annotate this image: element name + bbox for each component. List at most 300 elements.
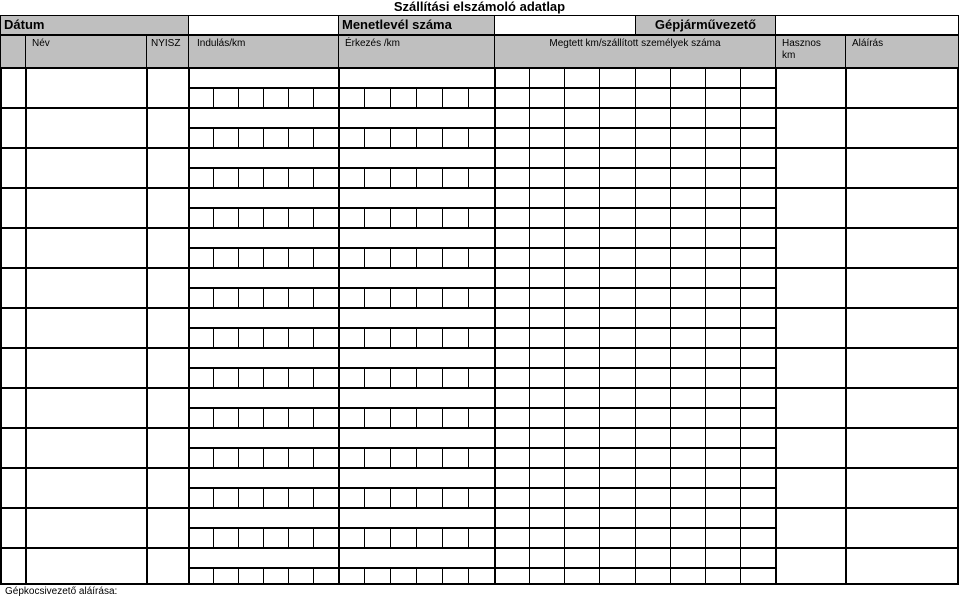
sub-row-line [188,487,777,489]
erkezes-digit-box [390,127,391,147]
indulas-digit-box [313,567,314,583]
megtett-count-box [599,547,600,583]
entry-hasznos-cell[interactable] [777,109,845,147]
indulas-digit-box [313,207,314,227]
megtett-count-box [670,227,671,267]
megtett-count-box [599,187,600,227]
erkezes-digit-box [390,527,391,547]
megtett-count-box [529,227,530,267]
indulas-digit-box [263,327,264,347]
megtett-count-box [740,67,741,107]
entry-indulas-field[interactable] [190,269,338,287]
megtett-count-box [670,147,671,187]
megtett-count-box [564,267,565,307]
indulas-digit-box [263,487,264,507]
megtett-count-box [705,547,706,583]
indulas-digit-box [213,207,214,227]
entry-nyisz-cell[interactable] [148,149,188,187]
entry-nyisz-cell[interactable] [148,309,188,347]
erkezes-digit-box [468,127,469,147]
megtett-count-box [705,267,706,307]
erkezes-digit-box [468,167,469,187]
megtett-count-box [529,267,530,307]
indulas-digit-box [263,87,264,107]
megtett-count-box [599,107,600,147]
indulas-digit-box [313,327,314,347]
indulas-digit-box [263,527,264,547]
erkezes-digit-box [364,207,365,227]
megtett-count-box [564,427,565,467]
entry-erkezes-field[interactable] [340,109,494,127]
indulas-digit-box [288,287,289,307]
megtett-count-box [529,187,530,227]
entry-alairas-cell[interactable] [847,509,957,547]
megtett-count-box [529,547,530,583]
megtett-count-box [635,107,636,147]
megtett-count-box [670,307,671,347]
entry-indulas-field[interactable] [190,69,338,87]
erkezes-digit-box [468,287,469,307]
entry-nyisz-cell[interactable] [148,509,188,547]
entry-nev-cell[interactable] [27,229,146,267]
erkezes-digit-box [416,567,417,583]
entry-erkezes-field[interactable] [340,269,494,287]
megtett-count-box [705,507,706,547]
indulas-digit-box [263,367,264,387]
entry-nyisz-cell[interactable] [148,389,188,427]
megtett-count-box [635,187,636,227]
megtett-count-box [740,467,741,507]
megtett-count-box [599,227,600,267]
entry-alairas-cell[interactable] [847,389,957,427]
entry-erkezes-field[interactable] [340,389,494,407]
indulas-digit-box [313,287,314,307]
indulas-digit-box [238,527,239,547]
entry-nev-cell[interactable] [27,549,146,583]
entry-erkezes-field[interactable] [340,469,494,487]
entry-erkezes-field[interactable] [340,349,494,367]
entry-alairas-cell[interactable] [847,469,957,507]
entry-nev-cell[interactable] [27,149,146,187]
erkezes-digit-box [390,287,391,307]
indulas-digit-box [288,247,289,267]
entry-hasznos-cell[interactable] [777,149,845,187]
indulas-digit-box [213,487,214,507]
megtett-count-box [740,107,741,147]
megtett-count-box [599,267,600,307]
erkezes-digit-box [364,487,365,507]
entry-erkezes-field[interactable] [340,189,494,207]
erkezes-digit-box [442,407,443,427]
erkezes-digit-box [390,247,391,267]
driver-signature-label: Gépkocsivezető aláírása: [5,586,118,597]
grid-bottom-line [0,583,959,585]
erkezes-digit-box [364,447,365,467]
indulas-digit-box [213,87,214,107]
megtett-count-box [740,427,741,467]
erkezes-digit-box [390,87,391,107]
indulas-digit-box [238,367,239,387]
megtett-count-box [740,227,741,267]
megtett-count-box [635,387,636,427]
megtett-count-box [670,187,671,227]
entry-hasznos-cell[interactable] [777,429,845,467]
megtett-count-box [564,467,565,507]
erkezes-digit-box [468,247,469,267]
indulas-digit-box [288,207,289,227]
erkezes-digit-box [442,167,443,187]
erkezes-digit-box [390,447,391,467]
megtett-count-box [670,67,671,107]
entry-erkezes-field[interactable] [340,149,494,167]
entry-indulas-field[interactable] [190,309,338,327]
indulas-digit-box [263,567,264,583]
entry-nev-cell[interactable] [27,69,146,107]
megtett-count-box [564,187,565,227]
megtett-header: Megtett km/szállított személyek száma [494,35,776,68]
megtett-count-box [529,467,530,507]
nev-header: Név [25,35,147,68]
erkezes-digit-box [468,447,469,467]
megtett-count-box [740,307,741,347]
entry-hasznos-cell[interactable] [777,189,845,227]
megtett-count-box [529,107,530,147]
indulas-digit-box [263,207,264,227]
entry-hasznos-cell[interactable] [777,69,845,107]
entry-nyisz-cell[interactable] [148,549,188,583]
megtett-count-box [529,507,530,547]
entry-hasznos-cell[interactable] [777,229,845,267]
megtett-count-box [635,227,636,267]
erkezes-digit-box [468,487,469,507]
indulas-digit-box [238,287,239,307]
entry-hasznos-cell[interactable] [777,309,845,347]
erkezes-digit-box [416,527,417,547]
megtett-count-box [564,347,565,387]
megtett-count-box [670,347,671,387]
sub-row-line [188,87,777,89]
megtett-count-box [635,307,636,347]
entry-indulas-field[interactable] [190,109,338,127]
indulas-digit-box [288,487,289,507]
indulas-digit-box [263,247,264,267]
megtett-count-box [670,267,671,307]
indulas-digit-box [238,327,239,347]
entry-indulas-field[interactable] [190,149,338,167]
megtett-count-box [529,147,530,187]
indulas-digit-box [238,127,239,147]
erkezes-digit-box [468,527,469,547]
erkezes-digit-box [390,327,391,347]
entry-nev-cell[interactable] [27,469,146,507]
megtett-count-box [564,507,565,547]
indulas-digit-box [313,487,314,507]
megtett-count-box [529,67,530,107]
entry-alairas-cell[interactable] [847,69,957,107]
entry-indulas-field[interactable] [190,349,338,367]
entry-nev-cell[interactable] [27,429,146,467]
erkezes-digit-box [416,87,417,107]
indulas-digit-box [313,87,314,107]
entry-erkezes-field[interactable] [340,549,494,567]
megtett-count-box [705,387,706,427]
hasznos-header: Hasznos km [775,35,846,68]
entry-nyisz-cell[interactable] [148,269,188,307]
entry-alairas-cell[interactable] [847,189,957,227]
entry-nyisz-cell[interactable] [148,189,188,227]
megtett-count-box [564,547,565,583]
erkezes-digit-box [390,407,391,427]
gepjarmuvezeto-field[interactable] [775,15,959,35]
erkezes-digit-box [364,567,365,583]
indulas-digit-box [213,247,214,267]
megtett-count-box [635,147,636,187]
megtett-count-box [529,307,530,347]
sub-row-line [188,247,777,249]
indulas-digit-box [213,567,214,583]
sub-row-line [188,127,777,129]
entry-nyisz-cell[interactable] [148,109,188,147]
entry-alairas-cell[interactable] [847,429,957,467]
entry-nyisz-cell[interactable] [148,429,188,467]
entry-nev-cell[interactable] [27,109,146,147]
megtett-count-box [705,67,706,107]
entry-alairas-cell[interactable] [847,349,957,387]
entry-nyisz-cell[interactable] [148,69,188,107]
erkezes-digit-box [442,287,443,307]
entry-nyisz-cell[interactable] [148,229,188,267]
erkezes-digit-box [416,247,417,267]
megtett-count-box [740,147,741,187]
erkezes-digit-box [416,167,417,187]
indulas-digit-box [263,407,264,427]
megtett-count-box [564,107,565,147]
entry-alairas-cell[interactable] [847,549,957,583]
datum-label: Dátum [0,15,189,35]
entry-alairas-cell[interactable] [847,309,957,347]
indulas-digit-box [288,87,289,107]
erkezes-digit-box [416,287,417,307]
indulas-digit-box [313,447,314,467]
erkezes-digit-box [442,327,443,347]
entry-erkezes-field[interactable] [340,429,494,447]
erkezes-digit-box [468,87,469,107]
erkezes-digit-box [442,527,443,547]
indulas-digit-box [313,167,314,187]
megtett-count-box [705,427,706,467]
megtett-count-box [529,347,530,387]
erkezes-digit-box [468,407,469,427]
indulas-digit-box [238,487,239,507]
indulas-digit-box [213,287,214,307]
entry-indulas-field[interactable] [190,229,338,247]
erkezes-digit-box [468,367,469,387]
entry-nev-cell[interactable] [27,509,146,547]
form-title: Szállítási elszámoló adatlap [393,0,566,14]
indulas-digit-box [313,127,314,147]
entry-hasznos-cell[interactable] [777,389,845,427]
erkezes-digit-box [442,367,443,387]
indulas-digit-box [263,287,264,307]
erkezes-digit-box [442,87,443,107]
megtett-count-box [670,507,671,547]
megtett-count-box [705,307,706,347]
indulas-digit-box [238,407,239,427]
megtett-count-box [740,547,741,583]
megtett-count-box [670,107,671,147]
indulas-digit-box [288,527,289,547]
megtett-count-box [599,507,600,547]
entry-indulas-field[interactable] [190,509,338,527]
alairas-header: Aláírás [845,35,959,68]
entry-nyisz-cell[interactable] [148,349,188,387]
erkezes-digit-box [364,367,365,387]
entry-indulas-field[interactable] [190,189,338,207]
entry-hasznos-cell[interactable] [777,269,845,307]
erkezes-digit-box [442,127,443,147]
entry-hasznos-cell[interactable] [777,469,845,507]
sub-row-line [188,407,777,409]
erkezes-digit-box [416,407,417,427]
entry-erkezes-field[interactable] [340,509,494,527]
indulas-digit-box [213,407,214,427]
megtett-count-box [635,467,636,507]
erkezes-digit-box [442,447,443,467]
erkezes-digit-box [442,567,443,583]
entry-nev-cell[interactable] [27,389,146,427]
indulas-digit-box [213,367,214,387]
erkezes-digit-box [364,287,365,307]
sub-row-line [188,367,777,369]
datum-field[interactable] [188,15,339,35]
megtett-count-box [635,507,636,547]
erkezes-digit-box [390,367,391,387]
entry-nyisz-cell[interactable] [148,469,188,507]
erkezes-digit-box [416,127,417,147]
megtett-count-box [635,427,636,467]
megtett-count-box [740,387,741,427]
entry-erkezes-field[interactable] [340,229,494,247]
entry-hasznos-cell[interactable] [777,509,845,547]
megtett-count-box [705,227,706,267]
menetlevel-field[interactable] [494,15,636,35]
erkezes-digit-box [364,327,365,347]
indulas-header: Indulás/km [188,35,339,68]
entry-nev-cell[interactable] [27,269,146,307]
erkezes-digit-box [416,367,417,387]
megtett-count-box [564,387,565,427]
megtett-count-box [599,347,600,387]
erkezes-digit-box [416,327,417,347]
erkezes-digit-box [468,567,469,583]
row-marker-header [0,35,26,68]
entry-alairas-cell[interactable] [847,229,957,267]
entry-nev-cell[interactable] [27,349,146,387]
indulas-digit-box [263,127,264,147]
megtett-count-box [740,267,741,307]
entry-nev-cell[interactable] [27,189,146,227]
megtett-count-box [599,387,600,427]
megtett-count-box [564,307,565,347]
indulas-digit-box [213,447,214,467]
indulas-digit-box [288,127,289,147]
megtett-count-box [635,547,636,583]
sub-row-line [188,287,777,289]
megtett-count-box [740,347,741,387]
megtett-count-box [670,427,671,467]
megtett-count-box [529,387,530,427]
erkezes-digit-box [416,487,417,507]
indulas-digit-box [313,407,314,427]
indulas-digit-box [238,207,239,227]
sub-row-line [188,167,777,169]
megtett-count-box [599,307,600,347]
megtett-count-box [599,147,600,187]
entry-nev-cell[interactable] [27,309,146,347]
indulas-digit-box [238,87,239,107]
megtett-count-box [705,347,706,387]
entry-erkezes-field[interactable] [340,69,494,87]
erkezes-digit-box [442,247,443,267]
megtett-count-box [670,467,671,507]
indulas-digit-box [263,447,264,467]
indulas-digit-box [238,247,239,267]
entry-indulas-field[interactable] [190,549,338,567]
indulas-digit-box [288,367,289,387]
megtett-count-box [705,147,706,187]
entry-indulas-field[interactable] [190,469,338,487]
entry-indulas-field[interactable] [190,429,338,447]
sub-row-line [188,567,777,569]
erkezes-digit-box [364,247,365,267]
megtett-count-box [564,67,565,107]
megtett-count-box [529,427,530,467]
megtett-count-box [740,507,741,547]
indulas-digit-box [313,527,314,547]
sub-row-line [188,207,777,209]
erkezes-digit-box [442,207,443,227]
erkezes-digit-box [390,567,391,583]
megtett-count-box [740,187,741,227]
indulas-digit-box [313,247,314,267]
indulas-digit-box [213,167,214,187]
megtett-count-box [599,67,600,107]
indulas-digit-box [213,527,214,547]
entry-alairas-cell[interactable] [847,109,957,147]
entry-indulas-field[interactable] [190,389,338,407]
megtett-count-box [564,227,565,267]
indulas-digit-box [288,327,289,347]
megtett-count-box [670,387,671,427]
erkezes-digit-box [364,407,365,427]
indulas-digit-box [238,167,239,187]
erkezes-digit-box [364,127,365,147]
entry-hasznos-cell[interactable] [777,549,845,583]
entry-erkezes-field[interactable] [340,309,494,327]
entry-alairas-cell[interactable] [847,149,957,187]
megtett-count-box [599,427,600,467]
megtett-count-box [705,467,706,507]
nyisz-header: NYISZ [146,35,189,68]
erkezes-digit-box [390,207,391,227]
indulas-digit-box [288,407,289,427]
erkezes-digit-box [416,447,417,467]
entry-hasznos-cell[interactable] [777,349,845,387]
indulas-digit-box [213,127,214,147]
megtett-count-box [635,267,636,307]
indulas-digit-box [313,367,314,387]
entry-alairas-cell[interactable] [847,269,957,307]
